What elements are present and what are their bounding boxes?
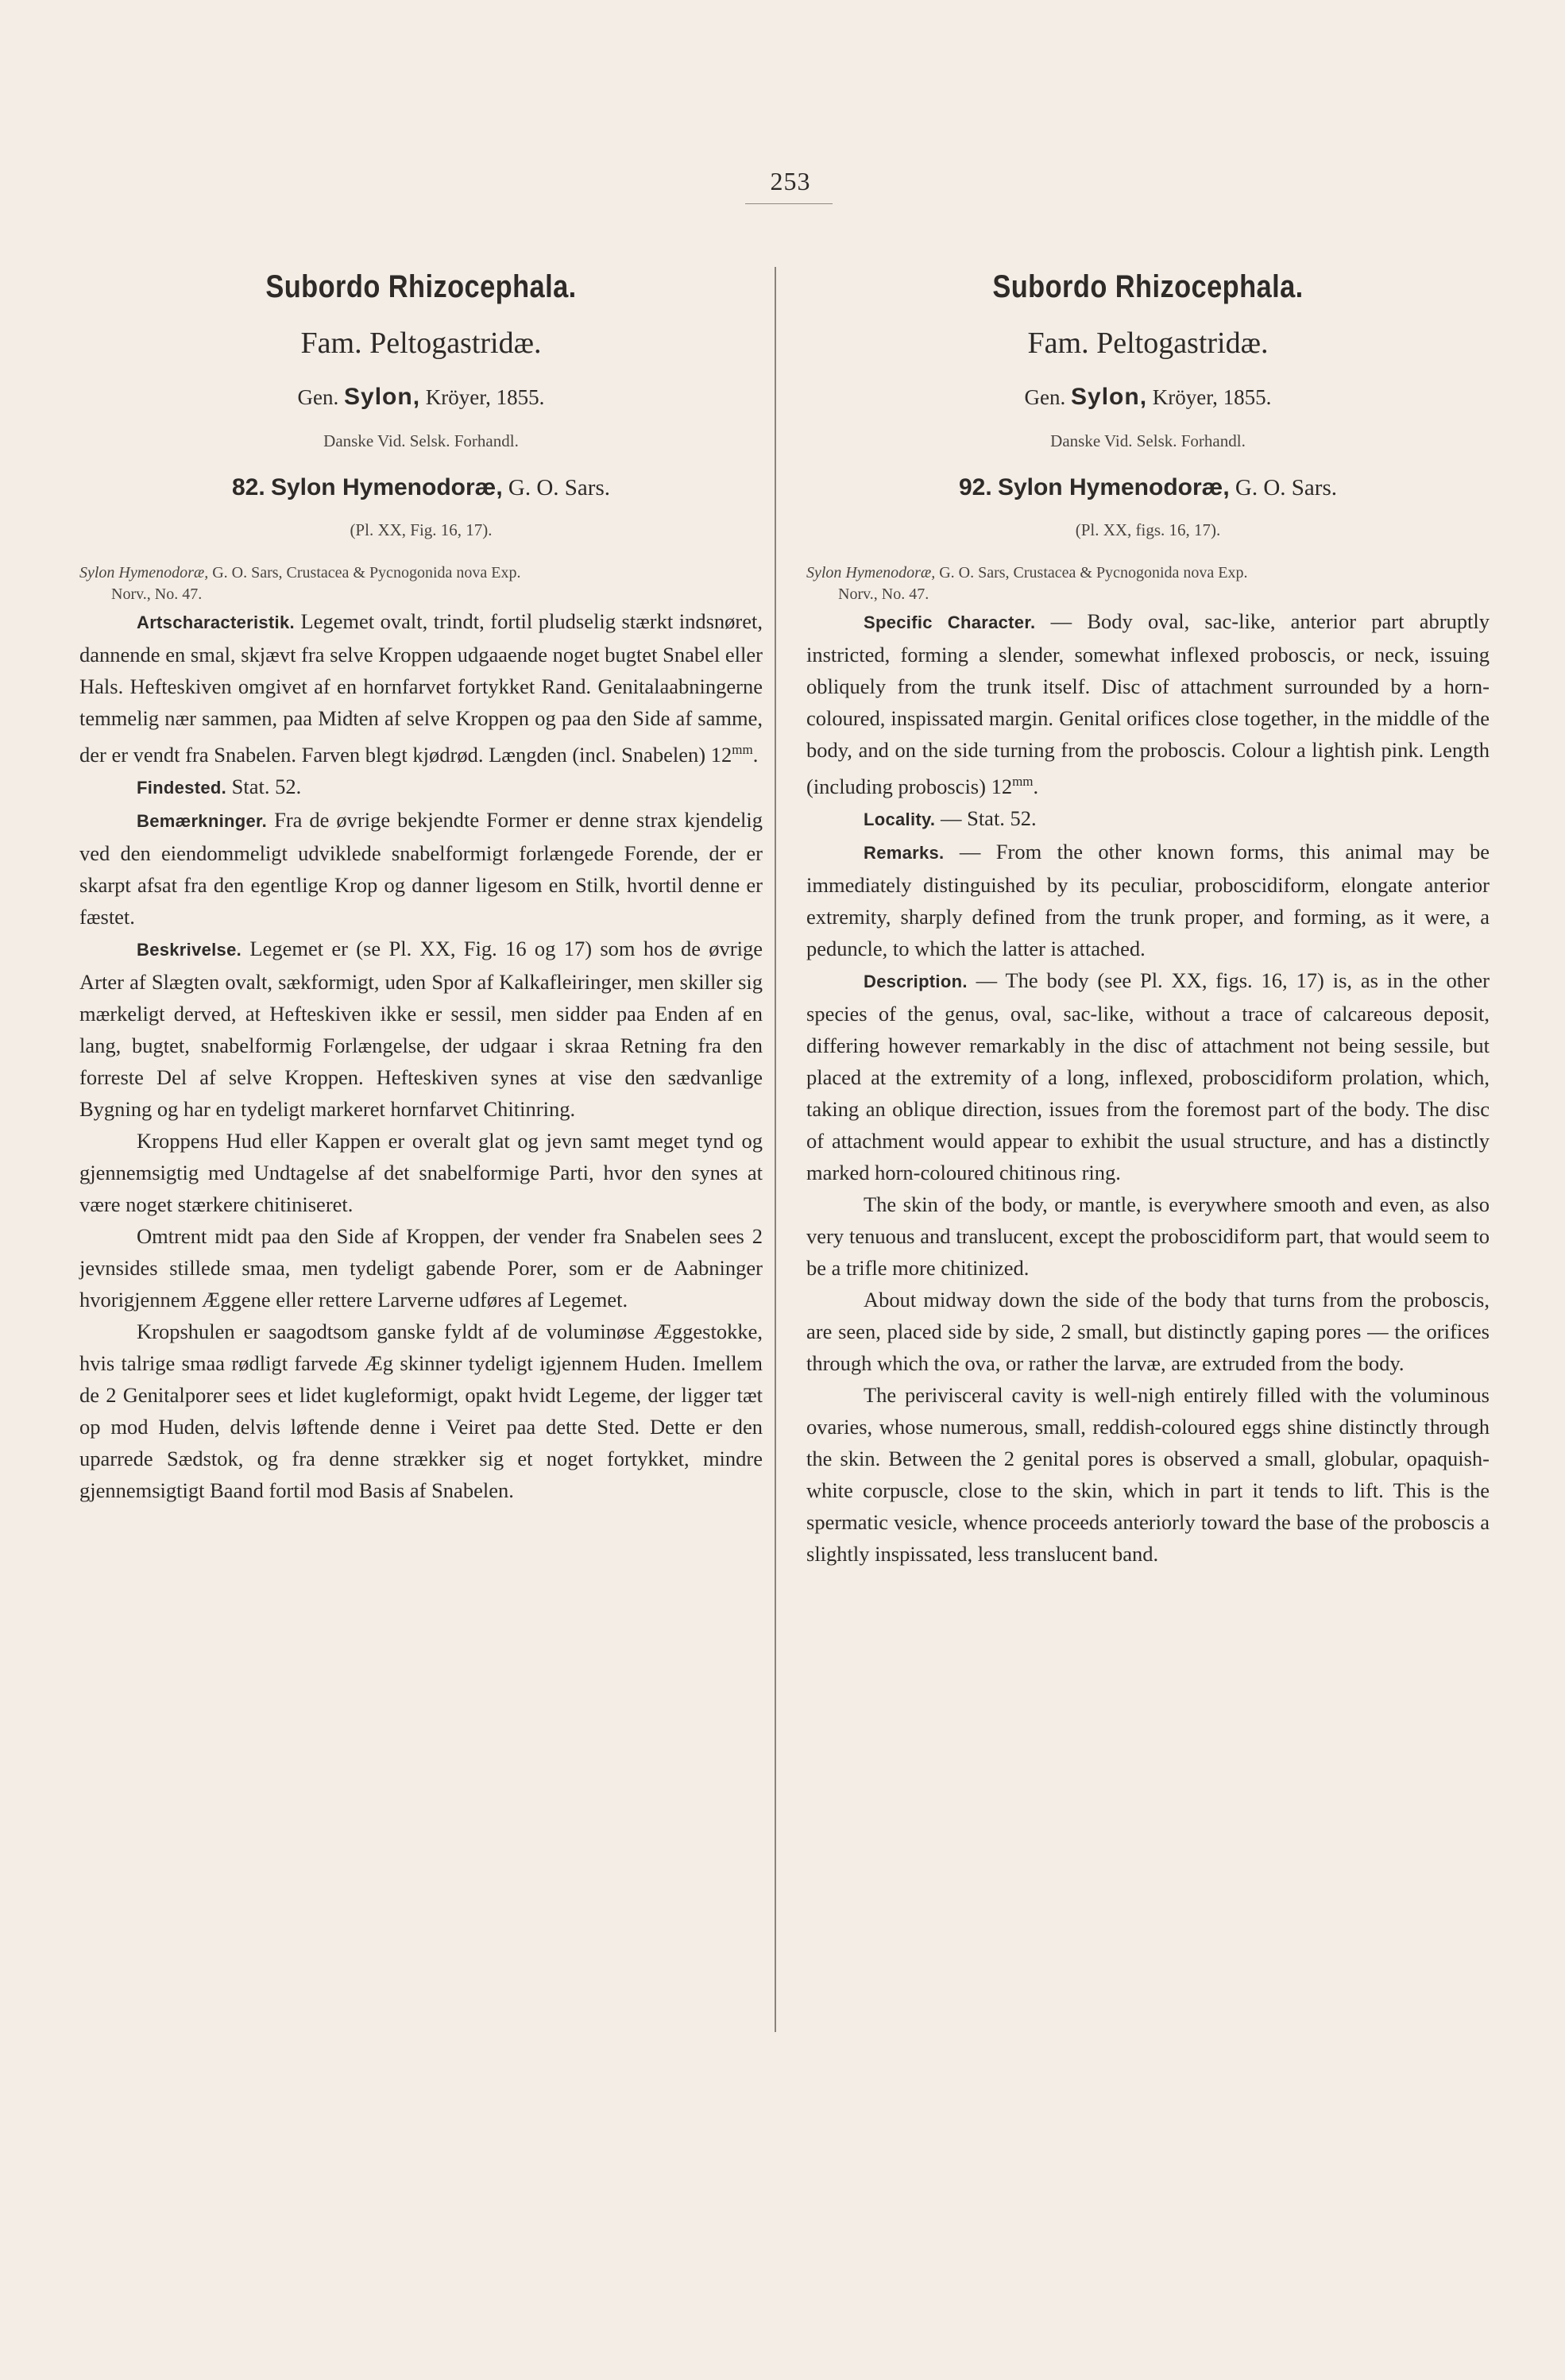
species-heading bbox=[806, 472, 1490, 504]
synonym-name: Sylon Hymenodoræ, bbox=[79, 564, 209, 581]
species-name: Sylon Hymenodoræ, bbox=[997, 474, 1230, 500]
locality-text: — Stat. 52. bbox=[940, 806, 1037, 830]
character-lead: Artscharacteristik. bbox=[137, 612, 295, 632]
family-heading: Fam. Peltogastridæ. bbox=[300, 326, 542, 360]
column-divider bbox=[775, 267, 776, 2032]
species-number: 82. bbox=[231, 474, 265, 500]
genus-author: Kröyer, 1855. bbox=[425, 385, 545, 409]
character-text: Legemet ovalt, trindt, fortil pludselig stærkt indsnøret, dannende en smal, skjævt fra selve Kroppen udgaaende noget bugtet Snabel eller Hals. Hefteskiven omgivet af en hornfarvet fortykket Rand. Genitalaabningerne temmelig nær sammen, paa Midten af selve Kroppen og paa den Side af samme, der er vendt fra Snabelen. Farven blegt kjødrød. Længden (incl. Snabelen) 12 bbox=[79, 609, 763, 767]
synonym-name: Sylon Hymenodoræ, bbox=[806, 564, 936, 581]
synonym-reference-1: G. O. Sars, Crustacea & Pycnogonida nova Exp. bbox=[939, 564, 1248, 581]
locality-paragraph bbox=[806, 802, 1490, 836]
synonym-reference-2: Norv., No. 47. bbox=[111, 585, 203, 603]
page-number-rule bbox=[745, 203, 833, 204]
genus-heading bbox=[79, 383, 763, 411]
left-column bbox=[79, 267, 763, 1506]
right-column bbox=[806, 267, 1490, 1570]
locality-paragraph bbox=[79, 771, 763, 804]
left-header bbox=[79, 267, 763, 542]
description-text: — The body (see Pl. XX, figs. 16, 17) is, as in the other species of the genus, oval, sac-like, without a trace of calcareous deposit, differing however remarkably in the disc of attachment not being sessile, but placed at the extremity of a long, inflexed, proboscidiform prolation, which, taking an oblique direction, issues from the foremost part of the body. The disc of attachment would appear to exhibit the usual structure, and has a distinctly marked horn-coloured chitinous ring. bbox=[806, 968, 1490, 1184]
synonymy bbox=[806, 562, 1490, 605]
page-number: 253 bbox=[770, 167, 811, 195]
synonymy bbox=[79, 562, 763, 605]
locality-lead: Findested. bbox=[137, 777, 227, 798]
genus-heading bbox=[806, 383, 1490, 411]
description-paragraph bbox=[79, 933, 763, 1125]
description-lead: Beskrivelse. bbox=[137, 939, 242, 960]
character-end: . bbox=[752, 742, 759, 767]
cavity-paragraph: Kropshulen er saagodtsom ganske fyldt af de voluminøse Æggestokke, hvis talrige smaa rødligt farvede Æg skinner tydeligt igjennem Huden. Imellem de 2 Genitalporer sees et lidet kugleformigt, opakt hvidt Legeme, der ligger tæt op mod Huden, delvis løftende denne i Veiret paa dette Sted. Dette er den uparrede Sædstok, og fra denne strækker sig et noget fortykket, mindre gjennemsigtigt Baand fortil mod Basis af Snabelen. bbox=[79, 1319, 763, 1502]
cavity-paragraph: The perivisceral cavity is well-nigh entirely filled with the voluminous ovaries, whose numerous, small, reddish-coloured eggs shine distinctly through the skin. Between the 2 genital pores is observed a small, globular, opaquish-white corpuscle, close to the skin, which in part it tends to lift. This is the spermatic vesicle, whence proceeds anteriorly toward the base of the proboscis a slightly inspissated, less translucent band. bbox=[806, 1382, 1490, 1566]
genus-prefix: Gen. bbox=[1024, 385, 1066, 409]
subordo-heading: Subordo Rhizocephala. bbox=[992, 269, 1304, 304]
remarks-paragraph bbox=[79, 804, 763, 933]
species-author: G. O. Sars. bbox=[508, 475, 611, 500]
skin-paragraph: The skin of the body, or mantle, is everywhere smooth and even, as also very tenuous and translucent, except the proboscidiform part, that would seem to be a trifle more chitinized. bbox=[806, 1192, 1490, 1280]
character-unit: mm bbox=[1012, 774, 1034, 789]
character-lead: Specific Character. bbox=[864, 612, 1036, 632]
locality-lead: Locality. bbox=[864, 809, 936, 829]
right-header bbox=[806, 267, 1490, 542]
skin-paragraph: Kroppens Hud eller Kappen er overalt glat og jevn samt meget tynd og gjennemsigtig med Undtagelse af det snabelformige Parti, hvor den synes at være noget stærkere chitiniseret. bbox=[79, 1128, 763, 1216]
remarks-paragraph bbox=[806, 836, 1490, 964]
plate-reference: (Pl. XX, Fig. 16, 17). bbox=[350, 520, 493, 539]
genus-reference: Danske Vid. Selsk. Forhandl. bbox=[323, 431, 519, 450]
description-text: Legemet er (se Pl. XX, Fig. 16 og 17) som hos de øvrige Arter af Slægten ovalt, sækformigt, uden Spor af Kalkafleiringer, men skiller sig mærkeligt derved, at Hefteskiven ikke er sessil, men sidder paa Enden af en lang, bugtet, snabelformig Forlængelse, der udgaar i skraa Retning fra den forreste Del af selve Kroppen. Hefteskiven synes at vise den sædvanlige Bygning og har en tydeligt markeret hornfarvet Chitinring. bbox=[79, 936, 763, 1121]
description-paragraph bbox=[806, 964, 1490, 1188]
character-unit: mm bbox=[732, 742, 753, 757]
remarks-lead: Remarks. bbox=[864, 842, 945, 863]
locality-text: Stat. 52. bbox=[231, 774, 302, 798]
genus-author: Kröyer, 1855. bbox=[1152, 385, 1272, 409]
character-paragraph bbox=[806, 605, 1490, 802]
pores-paragraph: Omtrent midt paa den Side af Kroppen, der vender fra Snabelen sees 2 jevnsides stillede smaa, men tydeligt gabende Porer, som er de Aabninger hvorigjennem Æggene eller rettere Larverne udføres af Legemet. bbox=[79, 1223, 763, 1312]
remarks-text: Fra de øvrige bekjendte Former er denne strax kjendelig ved den eiendommeligt udviklede snabelformigt forlængede Forende, der er skarpt afsat fra den egentlige Krop og danner ligesom en Stilk, hvortil denne er fæstet. bbox=[79, 807, 763, 929]
species-name: Sylon Hymenodoræ, bbox=[270, 474, 503, 500]
character-text: — Body oval, sac-like, anterior part abruptly instricted, forming a slender, somewhat inflexed proboscis, or neck, issuing obliquely from the trunk itself. Disc of attachment surrounded by a horn-coloured, inspissated margin. Genital orifices close together, in the middle of the body, and on the side turning from the proboscis. Colour a lightish pink. Length (including proboscis) 12 bbox=[806, 609, 1490, 798]
species-heading bbox=[79, 472, 763, 504]
genus-name: Sylon, bbox=[344, 384, 421, 410]
species-number: 92. bbox=[958, 474, 992, 500]
family-heading: Fam. Peltogastridæ. bbox=[1027, 326, 1269, 360]
remarks-text: — From the other known forms, this animal may be immediately distinguished by its peculiar, proboscidiform, elongate anterior extremity, sharply defined from the trunk proper, and forming, as it were, a peduncle, to which the latter is attached. bbox=[806, 839, 1490, 960]
genus-name: Sylon, bbox=[1071, 384, 1148, 410]
description-lead: Description. bbox=[864, 971, 968, 991]
character-paragraph bbox=[79, 605, 763, 771]
synonym-reference-2: Norv., No. 47. bbox=[838, 585, 929, 603]
species-author: G. O. Sars. bbox=[1235, 475, 1338, 500]
subordo-heading: Subordo Rhizocephala. bbox=[265, 269, 577, 304]
genus-reference: Danske Vid. Selsk. Forhandl. bbox=[1050, 431, 1246, 450]
synonym-reference-1: G. O. Sars, Crustacea & Pycnogonida nova Exp. bbox=[212, 564, 521, 581]
pores-paragraph: About midway down the side of the body that turns from the proboscis, are seen, placed side by side, 2 small, but distinctly gaping pores — the orifices through which the ova, or rather the larvæ, are extruded from the body. bbox=[806, 1287, 1490, 1375]
remarks-lead: Bemærkninger. bbox=[137, 810, 268, 831]
plate-reference: (Pl. XX, figs. 16, 17). bbox=[1075, 520, 1221, 539]
genus-prefix: Gen. bbox=[297, 385, 339, 409]
character-end: . bbox=[1033, 774, 1039, 798]
